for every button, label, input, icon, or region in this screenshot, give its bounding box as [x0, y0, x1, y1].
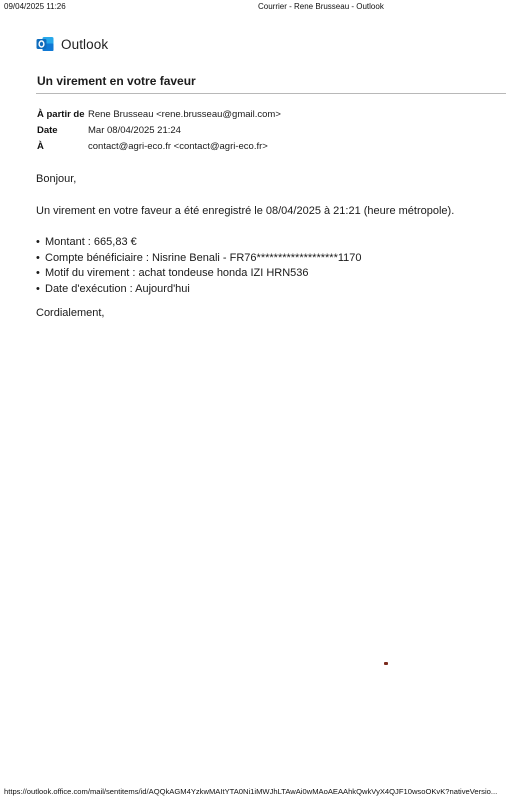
print-footer-url: https://outlook.office.com/mail/sentitems/id/AQQkAGM4YzkwMAItYTA0Ni1iMWJhLTAwAi0wMAoAEAAhkQwkVyX4QJF10wsoOKvK?nativeVersio...: [4, 787, 498, 796]
subject-divider: [36, 93, 506, 94]
email-subject: Un virement en votre faveur: [37, 74, 196, 88]
email-greeting: Bonjour,: [36, 173, 77, 185]
header-from-label: À partir de: [37, 109, 85, 120]
bullet-symbol: •: [36, 251, 40, 264]
list-item: [36, 282, 362, 298]
bullet-reason: Motif du virement : achat tondeuse honda IZI HRN536: [45, 267, 309, 279]
bullet-symbol: •: [36, 267, 40, 279]
email-headers: [37, 107, 281, 155]
outlook-brand: [36, 34, 108, 54]
header-date-row: [37, 123, 281, 139]
header-from-value[interactable]: Rene Brusseau <rene.brusseau@gmail.com>: [88, 109, 281, 120]
header-date-label: Date: [37, 125, 58, 136]
bullet-symbol: •: [36, 282, 40, 295]
bullet-amount: Montant : 665,83 €: [45, 236, 137, 248]
email-bullet-list: [36, 235, 362, 297]
header-to-value[interactable]: contact@agri-eco.fr <contact@agri-eco.fr>: [88, 141, 268, 152]
header-from-row: [37, 107, 281, 123]
bullet-beneficiary: Compte bénéficiaire : Nisrine Benali - FR76*******************1170: [45, 251, 362, 264]
print-datetime: 09/04/2025 11:26: [4, 2, 66, 11]
bullet-execution-date: Date d'exécution : Aujourd'hui: [45, 282, 190, 295]
outlook-logo-icon: [36, 35, 54, 53]
header-date-value: Mar 08/04/2025 21:24: [88, 125, 181, 136]
bullet-symbol: •: [36, 236, 40, 248]
list-item: [36, 251, 362, 267]
header-to-label: À: [37, 141, 44, 152]
print-page-title: Courrier - Rene Brusseau - Outlook: [258, 2, 384, 11]
email-closing: Cordialement,: [36, 307, 105, 319]
email-paragraph: Un virement en votre faveur a été enregistré le 08/04/2025 à 21:21 (heure métropole).: [36, 205, 455, 217]
app-name: Outlook: [61, 36, 109, 52]
scan-speck: [384, 662, 388, 665]
print-header: [0, 2, 513, 14]
list-item: [36, 235, 362, 251]
header-to-row: [37, 139, 281, 155]
list-item: [36, 266, 362, 282]
